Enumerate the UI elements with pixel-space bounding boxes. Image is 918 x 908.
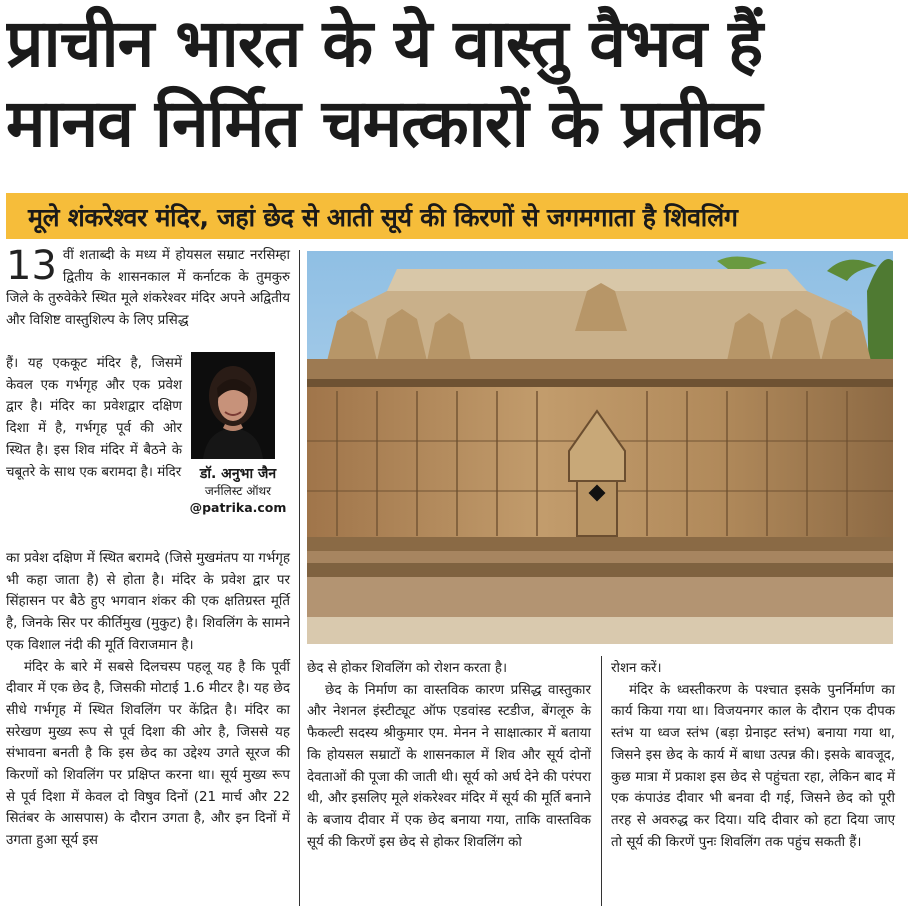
paragraph-2: मंदिर के बारे में सबसे दिलचस्प पहलू यह है कि पूर्वी दीवार में एक छेद है, जिसकी मोटाई 1.6 मीटर है। यह छेद सीधे गर्भगृह में स्थित शिवलिंग पर केंद्रित है। मंदिर का सरेखण मुख्य रूप से पूर्व दिशा की ओर है, जिससे यह संभावना बनती है कि इस छेद का उद्देश्य उगते सूरज की किरणों को शिवलिंग पर प्रक्षिप्त करना था। सूर्य मुख्य रूप से पूर्व दिशा में केवल दो विषुव दिनों (21 मार्च और 22 सितंबर के आसपास) के दौरान उगता है, और इन दिनों में उगता हुआ सूर्य इस xyxy=(6,659,290,849)
column-divider-2 xyxy=(601,656,602,906)
paragraph-1c: का प्रवेश दक्षिण में स्थित बरामदे (जिसे मुखमंतप या गर्भगृह भी कहा जाता है) से होता है। मंदिर के प्रवेश द्वार पर सिंहासन पर बैठे हुए भगवान शंकर की एक क्षतिग्रस्त मूर्ति है, जिनके सिर पर कीर्तिमुख (मुकुट) है। शिवलिंग के सामने एक विशाल नंदी की मूर्ति विराजमान है। xyxy=(6,551,290,653)
paragraph-1a: वीं शताब्दी के मध्य में होयसल सम्राट नरसिम्हा द्वितीय के शासनकाल में कर्नाटक के तुमकुरु जिले के तुरुवेकेरे स्थित मूले शंकरेश्वर मंदिर अपने अद्वितीय और विशिष्ट वास्तुशिल्प के लिए प्रसिद्ध xyxy=(6,248,290,329)
author-handle: @patrika.com xyxy=(189,500,287,515)
paragraph-6: मंदिर के ध्वस्तीकरण के पश्चात इसके पुनर्निर्माण का कार्य किया गया था। विजयनगर काल के दौरान एक दीपक स्तंभ या ध्वज स्तंभ (बड़ा ग्रेनाइट स्तंभ) बनाया गया था, जिसने इस छेद के कार्य में बाधा उत्पन्न की। इसके बावजूद, कुछ मात्रा में प्रकाश इस छेद से पहुंचता रहा, लेकिन बाद में एक कंपाउंड दीवार भी बनवा दी गई, जिसने छेद को पूरी तरह से अवरुद्ध कर दिया। यदि दीवार को हटा दिया जाए तो सूर्य की किरणें पुनः शिवलिंग तक पहुंच सकती हैं। xyxy=(611,682,895,850)
dropcap: 13 xyxy=(6,243,57,289)
author-role: जर्नलिस्ट ऑथर xyxy=(204,484,272,498)
headline-line-1: प्राचीन भारत के ये वास्तु वैभव हैं xyxy=(6,5,763,82)
author-portrait-icon xyxy=(191,352,275,459)
temple-photo xyxy=(307,251,893,644)
paragraph-3: छेद से होकर शिवलिंग को रोशन करता है। xyxy=(307,661,508,676)
author-name: डॉ. अनुभा जैन xyxy=(199,466,277,482)
article-col-3 xyxy=(611,658,895,853)
headline xyxy=(6,4,912,164)
subheadline-band xyxy=(6,193,908,239)
article-col-1-top xyxy=(6,245,290,332)
article-col-2 xyxy=(307,658,591,853)
article-col-1-narrow xyxy=(6,353,182,483)
headline-line-2: मानव निर्मित चमत्कारों के प्रतीक xyxy=(6,85,762,162)
subheadline: मूले शंकरेश्वर मंदिर, जहां छेद से आती सूर्य की किरणों से जगमगाता है शिवलिंग xyxy=(28,203,738,232)
article-col-1-bottom xyxy=(6,548,290,852)
paragraph-1b: हैं। यह एककूट मंदिर है, जिसमें केवल एक गर्भगृह और एक प्रवेश द्वार है। मंदिर का प्रवेशद्वार दक्षिण दिशा में है, गर्भगृह पूर्व की ओर स्थित है। इस शिव मंदिर में बैठने के चबूतरे के साथ एक बरामदा है। मंदिर xyxy=(6,356,182,480)
author-credit xyxy=(186,465,290,517)
paragraph-4: छेद के निर्माण का वास्तविक कारण प्रसिद्ध वास्तुकार और नेशनल इंस्टीट्यूट ऑफ एडवांस्ड स्टडीज, बेंगलूरु के फैकल्टी सदस्य श्रीकुमार एम. मेनन ने साक्षात्कार में बताया कि होयसल सम्राटों के शासनकाल में शिव और सूर्य दोनों देवताओं की पूजा की जाती थी। सूर्य को अर्घ देने की परंपरा थी, और इसलिए मूले शंकरेश्वर मंदिर में सूर्य की मूर्ति बनाने के बजाय दीवार में एक छेद बनाया गया, ताकि वास्तविक सूर्य की किरणें इस छेद से होकर शिवलिंग को xyxy=(307,682,591,850)
column-divider-1 xyxy=(299,250,300,906)
author-photo xyxy=(191,352,275,459)
paragraph-5: रोशन करें। xyxy=(611,661,662,676)
temple-illustration-icon xyxy=(307,251,893,644)
